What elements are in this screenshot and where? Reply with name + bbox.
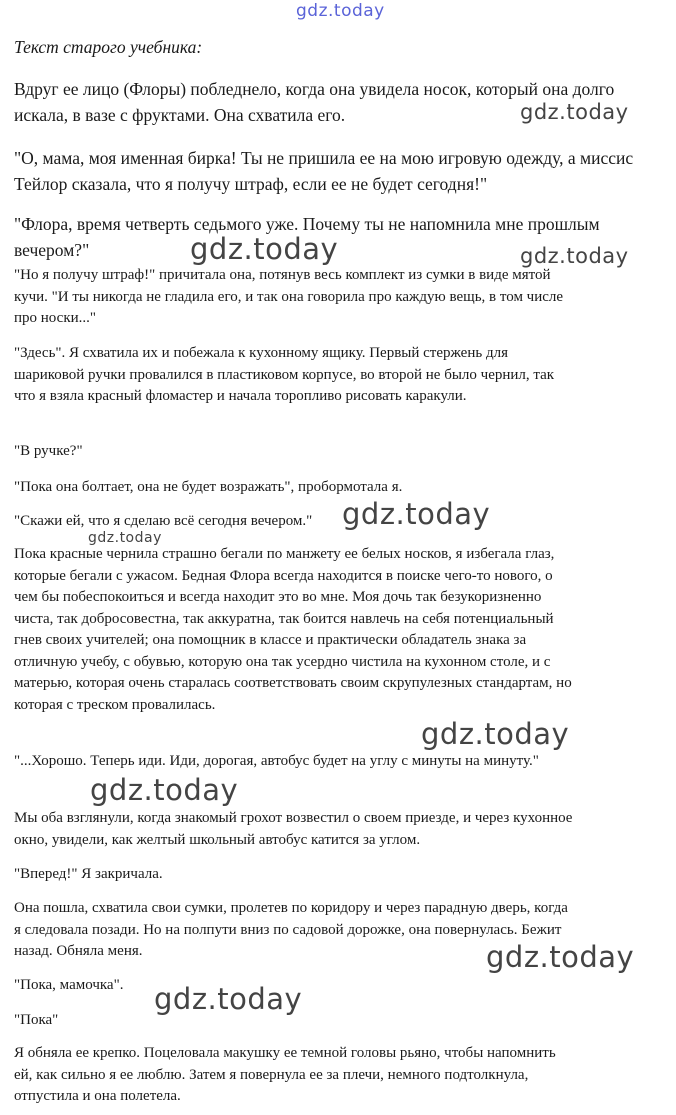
paragraph-9: Пока красные чернила страшно бегали по манжету ее белых носков, я избегала глаз, которые бегали с ужасом. Бедная Флора всегда находится в поиске чего-то нового, о чем бы побеспокоиться и всегда находит это во мне. Моя дочь так безукоризненно чиста, так добросовестна, так аккуратна, так боится навлечь на себя потенциальный гнев своих учителей; она помощник в классе и практически обладатель знака за отличную учебу, с обувью, которую она так усердно чистила на кухонном столе, и с матерью, которая очень старалась соответствовать своим скрупулезных стандартам, но которая с треском провалилась.: [14, 546, 572, 713]
watermark: gdz.today: [90, 773, 239, 807]
watermark: gdz.today: [421, 717, 570, 751]
paragraph-6: "В ручке?": [14, 443, 83, 459]
paragraph-4: "Но я получу штраф!" причитала она, потянув весь комплект из сумки в виде мятой кучи. "И ты никогда не гладила его, и так она говорила про каждую вещь, в том числе про носки...": [14, 267, 564, 326]
watermark: gdz.today: [520, 244, 629, 268]
watermark: gdz.today: [342, 497, 491, 531]
paragraph-16: Я обняла ее крепко. Поцеловала макушку ее темной головы рьяно, чтобы напомнить ей, как сильно я ее люблю. Затем я повернула ее за плечи, немного подтолкнула, отпустила и она полетела.: [14, 1045, 556, 1104]
paragraph-3: "Флора, время четверть седьмого уже. Почему ты не напомнила мне прошлым вечером?": [14, 214, 600, 260]
document-heading: Текст старого учебника:: [14, 37, 203, 57]
watermark: gdz.today: [190, 232, 339, 266]
paragraph-10: "...Хорошо. Теперь иди. Иди, дорогая, автобус будет на углу с минуты на минуту.": [14, 753, 539, 769]
watermark: gdz.today: [88, 530, 162, 546]
paragraph-12: "Вперед!" Я закричала.: [14, 866, 163, 882]
paragraph-8: "Скажи ей, что я сделаю всё сегодня вечером.": [14, 513, 313, 529]
watermark: gdz.today: [520, 100, 629, 124]
paragraph-5: "Здесь". Я схватила их и побежала к кухонному ящику. Первый стержень для шариковой ручки провалился в пластиковом корпусе, во второй не было чернил, так что я взяла красный фломастер и начала торопливо рисовать каракули.: [14, 345, 555, 404]
watermark-top: gdz.today: [296, 1, 385, 21]
paragraph-7: "Пока она болтает, она не будет возражать", пробормотала я.: [14, 479, 403, 495]
paragraph-15: "Пока": [14, 1012, 59, 1028]
paragraph-13: Она пошла, схватила свои сумки, пролетев по коридору и через парадную дверь, когда я следовала позади. Но на полпути вниз по садовой дорожке, она повернулась. Бежит назад. Обняла меня.: [14, 900, 568, 959]
watermark: gdz.today: [486, 940, 635, 974]
paragraph-11: Мы оба взглянули, когда знакомый грохот возвестил о своем приезде, и через кухонное окно, увидели, как желтый школьный автобус катится за углом.: [14, 810, 573, 848]
paragraph-1: Вдруг ее лицо (Флоры) побледнело, когда она увидела носок, который она долго искала, в вазе с фруктами. Она схватила его.: [14, 79, 615, 125]
paragraph-2: "О, мама, моя именная бирка! Ты не пришила ее на мою игровую одежду, а миссис Тейлор сказала, что я получу штраф, если ее не будет сегодня!": [14, 148, 634, 194]
watermark: gdz.today: [154, 982, 303, 1016]
paragraph-14: "Пока, мамочка".: [14, 977, 124, 993]
